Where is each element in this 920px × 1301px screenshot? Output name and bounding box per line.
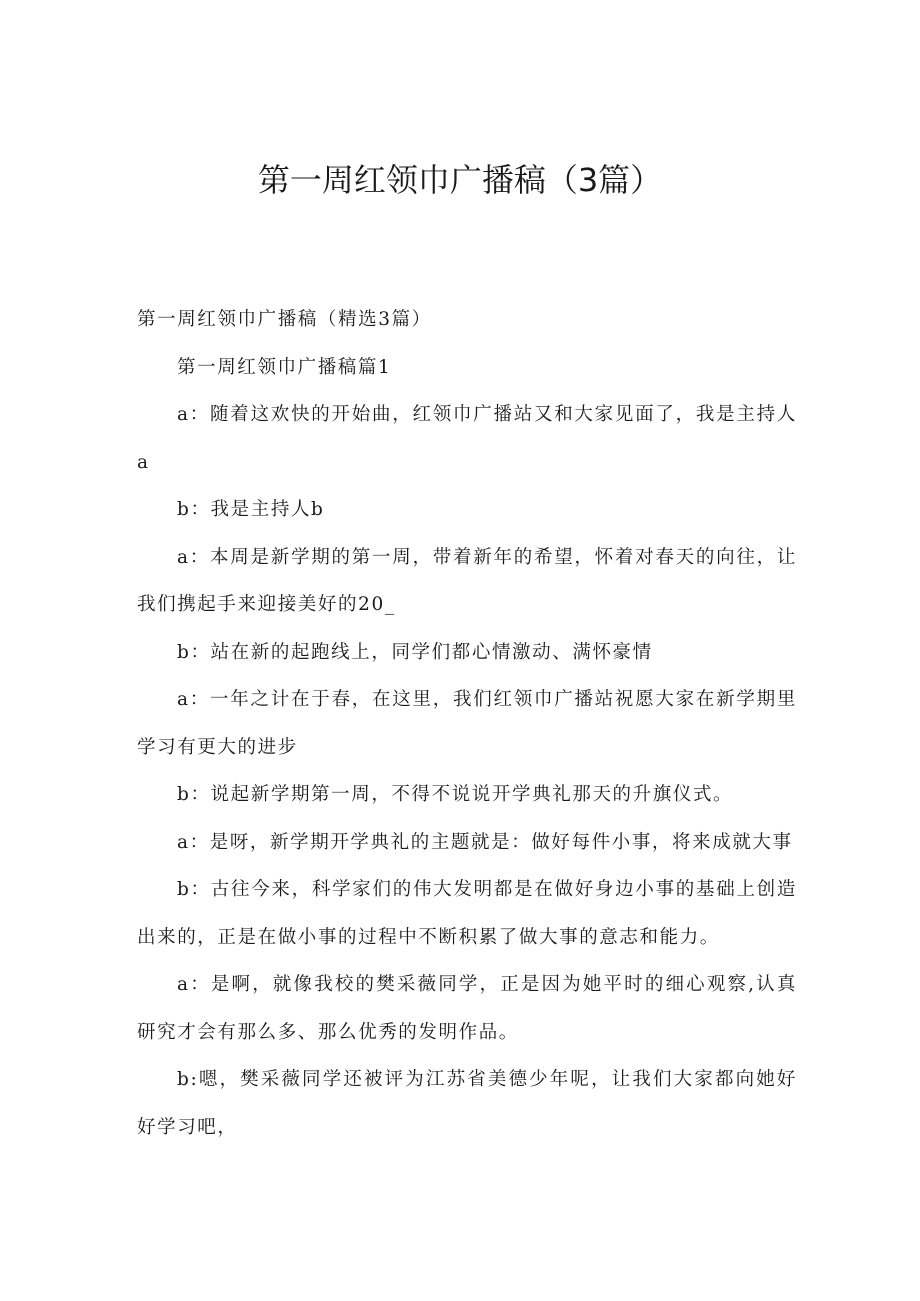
dialogue-paragraph: a：是呀，新学期开学典礼的主题就是：做好每件小事，将来成就大事 xyxy=(177,831,793,853)
dialogue-paragraph: b：说起新学期第一周，不得不说说开学典礼那天的升旗仪式。 xyxy=(177,784,734,805)
document-title: 第一周红领巾广播稿（3篇） xyxy=(257,161,663,199)
dialogue-paragraph: a：本周是新学期的第一周，带着新年的希望，怀着对春天的向往，让我们携起手来迎接美好的20_ xyxy=(137,546,797,615)
dialogue-paragraph: b：我是主持人b xyxy=(177,499,325,520)
dialogue-paragraph: b：站在新的起跑线上，同学们都心情激动、满怀豪情 xyxy=(177,641,653,663)
document-body xyxy=(137,296,797,1151)
subtitle-paragraph: 第一周红领巾广播稿（精选3篇） xyxy=(137,309,432,330)
dialogue-paragraph: a：一年之计在于春，在这里，我们红领巾广播站祝愿大家在新学期里学习有更大的进步 xyxy=(137,689,797,758)
section-heading: 第一周红领巾广播稿篇1 xyxy=(177,356,392,378)
dialogue-paragraph: b：古往今来，科学家们的伟大发明都是在做好身边小事的基础上创造出来的，正是在做小事的过程中不断积累了做大事的意志和能力。 xyxy=(137,879,797,948)
dialogue-paragraph: b:嗯，樊采薇同学还被评为江苏省美德少年呢，让我们大家都向她好好学习吧， xyxy=(137,1069,797,1138)
dialogue-paragraph: a：随着这欢快的开始曲，红领巾广播站又和大家见面了，我是主持人a xyxy=(137,404,797,473)
dialogue-paragraph: a：是啊，就像我校的樊采薇同学，正是因为她平时的细心观察,认真研究才会有那么多、那么优秀的发明作品。 xyxy=(137,974,797,1043)
